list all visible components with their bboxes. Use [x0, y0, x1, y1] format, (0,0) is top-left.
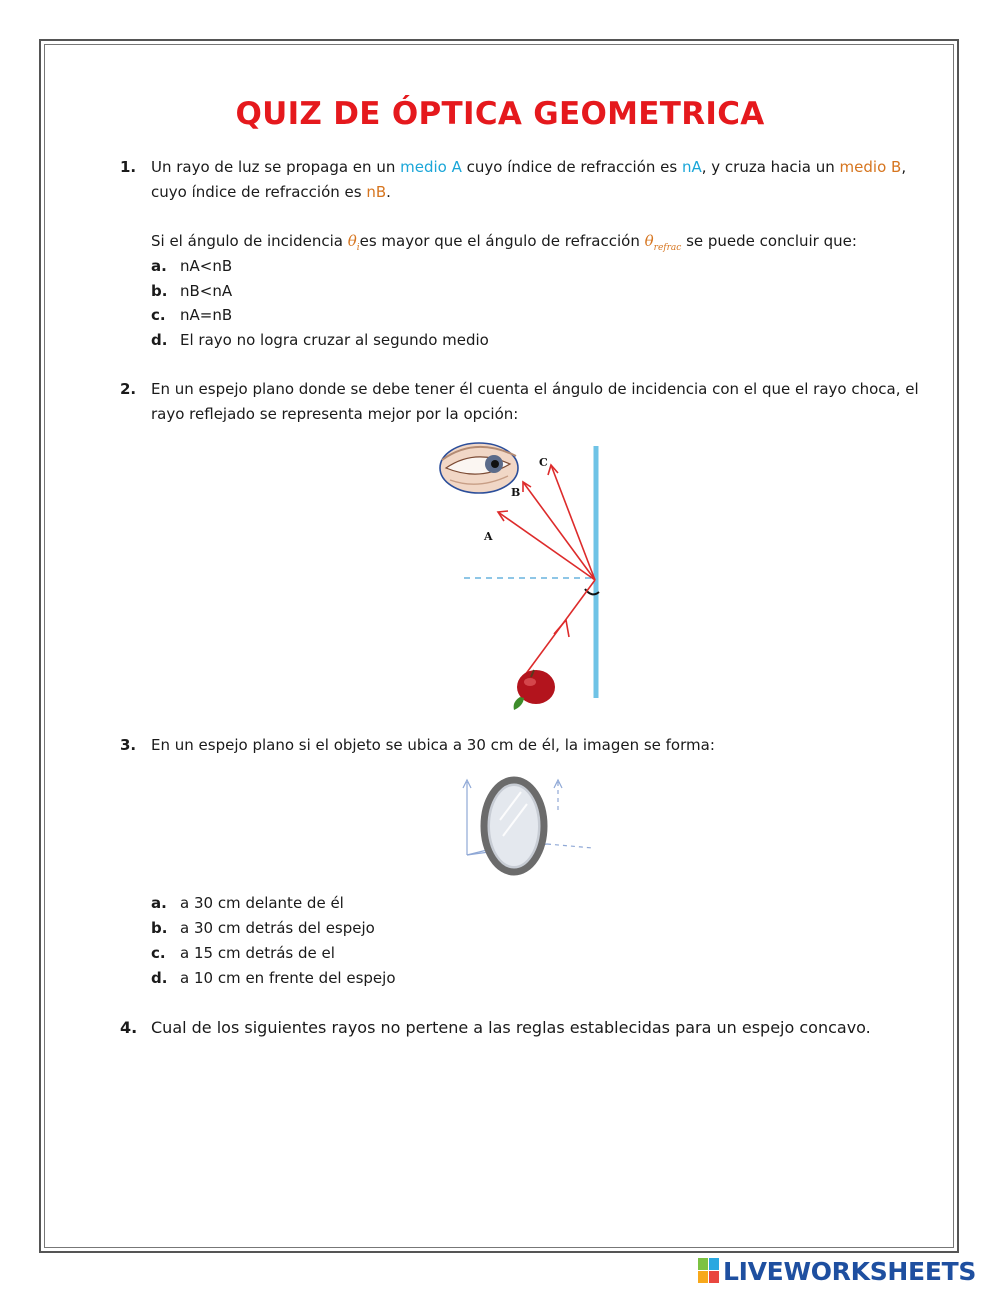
text-segment: es mayor que el ángulo de refracción	[359, 232, 645, 250]
option-letter: d.	[151, 969, 168, 987]
apple-icon	[514, 670, 555, 710]
question-number: 2.	[120, 380, 137, 398]
question-number: 1.	[120, 158, 137, 176]
incident-ray	[525, 580, 595, 675]
option-letter: a.	[151, 894, 167, 912]
theta-symbol: θ	[347, 232, 357, 250]
option-letter: b.	[151, 282, 168, 300]
option-text: El rayo no logra cruzar al segundo medio	[180, 331, 489, 349]
q1-option-c[interactable]	[151, 305, 232, 325]
option-letter: b.	[151, 919, 168, 937]
nb-term: nB	[366, 183, 387, 201]
condition-text	[151, 229, 920, 261]
text-segment: cuyo índice de refracción es	[151, 183, 367, 201]
option-text: a 15 cm detrás de el	[180, 944, 335, 962]
q3-option-d[interactable]	[151, 968, 396, 988]
theta-subscript: i	[356, 243, 360, 253]
question-3	[120, 733, 920, 758]
q1-option-d[interactable]	[151, 330, 489, 350]
option-letter: c.	[151, 306, 166, 324]
option-text: a 30 cm delante de él	[180, 894, 344, 912]
mirror-reflection-figure	[420, 440, 620, 720]
question-text	[151, 155, 920, 205]
q3-option-c[interactable]	[151, 943, 335, 963]
medio-b-term: medio B	[839, 158, 902, 176]
text-segment: ,	[901, 158, 907, 176]
question-text: Cual de los siguientes rayos no pertene a las reglas establecidas para un espejo concavo.	[151, 1018, 871, 1037]
option-text: nA=nB	[180, 306, 233, 324]
option-letter: d.	[151, 331, 168, 349]
text-segment: .	[386, 183, 391, 201]
question-number: 3.	[120, 736, 137, 754]
text-segment: cuyo índice de refracción es	[461, 158, 682, 176]
eye-icon	[440, 443, 518, 493]
ray-b	[523, 482, 595, 580]
q3-option-b[interactable]	[151, 918, 375, 938]
text-segment: Si el ángulo de incidencia	[151, 232, 348, 250]
q1-option-a[interactable]	[151, 256, 232, 276]
ray-a	[498, 511, 595, 580]
oval-mirror-figure	[455, 770, 600, 885]
logo-text: LIVEWORKSHEETS	[723, 1256, 977, 1286]
text-segment: , y cruza hacia un	[701, 158, 840, 176]
question-1-condition	[120, 229, 920, 261]
question-number: 4.	[120, 1018, 138, 1037]
theta-symbol: θ	[644, 232, 654, 250]
theta-subscript: refrac	[653, 243, 682, 253]
option-text: a 10 cm en frente del espejo	[180, 969, 396, 987]
mirror-glass	[490, 786, 538, 866]
option-text: a 30 cm detrás del espejo	[180, 919, 375, 937]
question-4	[120, 1015, 920, 1040]
option-letter: c.	[151, 944, 166, 962]
page-title: QUIZ DE ÓPTICA GEOMETRICA	[235, 96, 765, 132]
question-1	[120, 155, 920, 205]
option-letter: a.	[151, 257, 167, 275]
text-segment: Un rayo de luz se propaga en un	[151, 158, 401, 176]
question-text: En un espejo plano si el objeto se ubica a 30 cm de él, la imagen se forma:	[151, 736, 715, 754]
option-text: nA<nB	[180, 257, 233, 275]
theta-incidence	[347, 232, 360, 253]
q3-option-a[interactable]	[151, 893, 344, 913]
question-text: En un espejo plano donde se debe tener él cuenta el ángulo de incidencia con el que el rayo choca, el rayo reflejado se representa mejor por la opción:	[151, 380, 919, 423]
ray-label-c: C	[539, 456, 548, 469]
theta-refraction	[644, 232, 682, 253]
ray-label-a: A	[484, 530, 493, 543]
liveworksheets-logo[interactable]	[698, 1254, 976, 1288]
live-badge-icon	[698, 1258, 720, 1284]
question-2	[120, 377, 920, 427]
ray-label-b: B	[511, 486, 521, 499]
q1-option-b[interactable]	[151, 281, 232, 301]
na-term: nA	[681, 158, 702, 176]
medio-a-term: medio A	[400, 158, 462, 176]
text-segment: se puede concluir que:	[681, 232, 857, 250]
option-text: nB<nA	[180, 282, 233, 300]
